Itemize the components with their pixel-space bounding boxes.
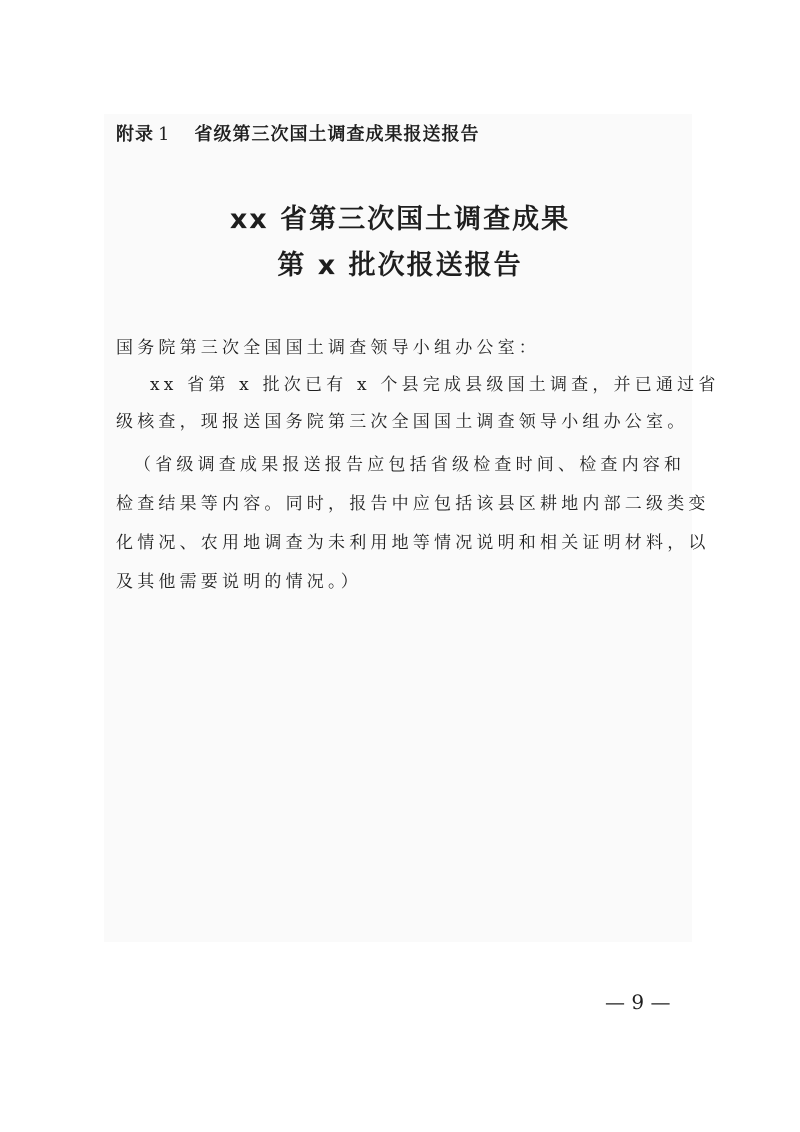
paragraph-2-line-3: 化情况、农用地调查为未利用地等情况说明和相关证明材料，以 xyxy=(116,533,710,553)
paragraph-1-line-1: xx 省第 x 批次已有 x 个县完成县级国土调查，并已通过省 xyxy=(150,375,720,395)
appendix-label: 附录 xyxy=(116,124,154,145)
paragraph-2-line-4: 及其他需要说明的情况。） xyxy=(116,572,362,592)
paragraph-1-line-2: 级核查，现报送国务院第三次全国国土调查领导小组办公室。 xyxy=(116,412,689,432)
paragraph-2-line-2: 检查结果等内容。同时，报告中应包括该县区耕地内部二级类变 xyxy=(116,494,710,514)
document-title-line-2: 第 x 批次报送报告 xyxy=(277,250,523,281)
appendix-title: 省级第三次国土调查成果报送报告 xyxy=(194,124,480,145)
appendix-header xyxy=(116,120,479,146)
paragraph-2-line-1: （省级调查成果报送报告应包括省级检查时间、检查内容和 xyxy=(134,455,686,475)
appendix-number: 1 xyxy=(158,124,171,145)
salutation: 国务院第三次全国国土调查领导小组办公室： xyxy=(116,338,540,358)
page-number: — 9 — xyxy=(605,990,671,1014)
document-title-line-1: xx 省第三次国土调查成果 xyxy=(229,204,571,235)
